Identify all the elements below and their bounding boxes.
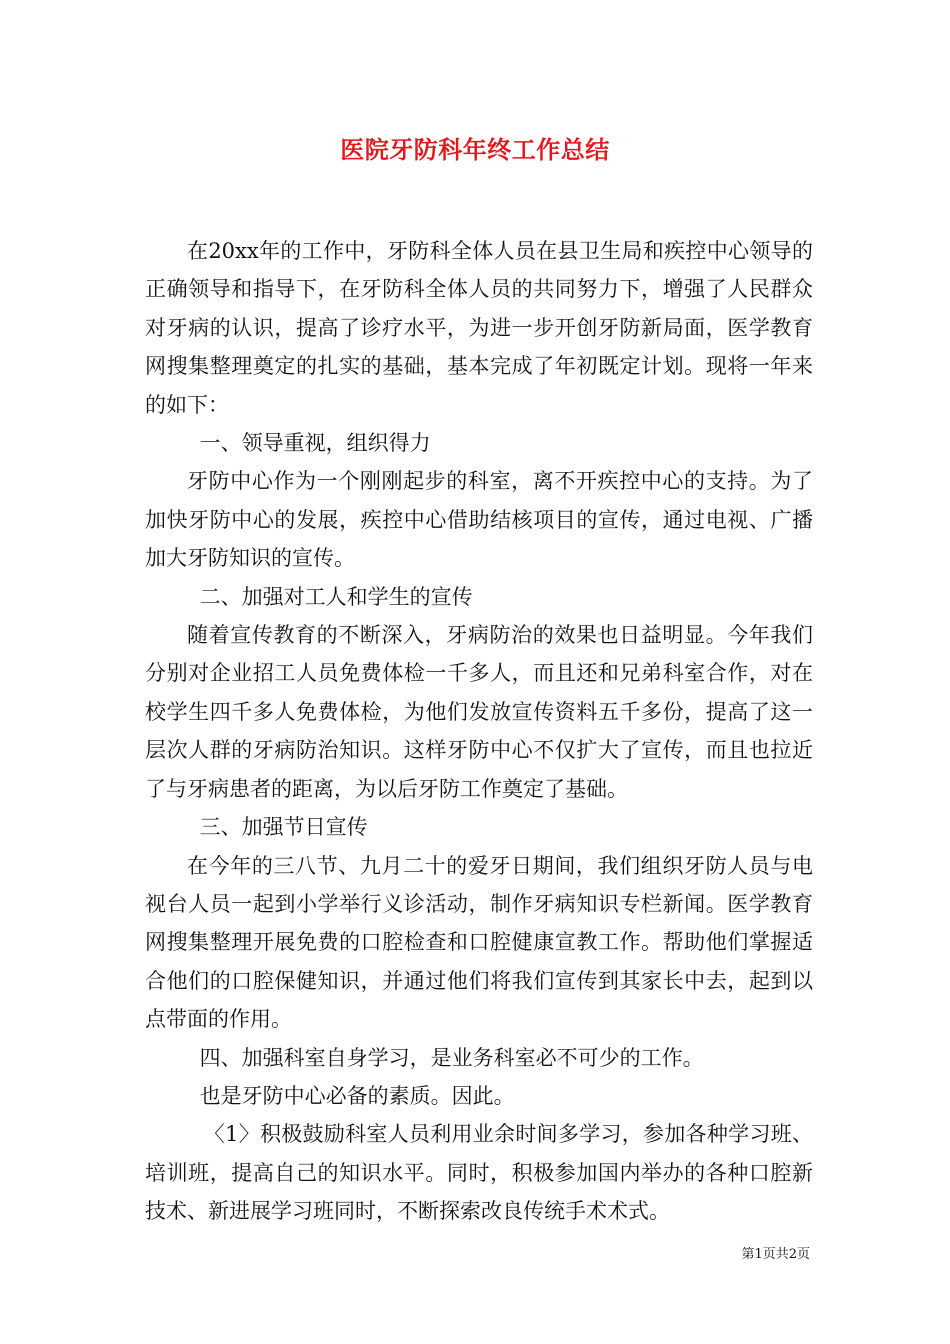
page-number: 第1页共2页 (741, 1247, 810, 1262)
paragraph-intro: 在20xx年的工作中，牙防科全体人员在县卫生局和疾控中心领导的正确领导和指导下，在牙防科全体人员的共同努力下，增强了人民群众对牙病的认识，提高了诊疗水平，为进一步开创牙防新局面，医学教育网搜集整理奠定的扎实的基础，基本完成了年初既定计划。现将一年来的如下： (145, 239, 813, 417)
document-title: 医院牙防科年终工作总结 (340, 135, 610, 164)
section-heading-1: 一、领导重视，组织得力 (199, 431, 431, 456)
list-item-1: 〈1〉积极鼓励科室人员利用业余时间多学习，参加各种学习班、培训班，提高自己的知识水平。同时，积极参加国内举办的各种口腔新技术、新进展学习班同时，不断探索改良传统手术术式。 (145, 1122, 813, 1224)
document-body (145, 232, 813, 1231)
paragraph-section-3: 在今年的三八节、九月二十的爱牙日期间，我们组织牙防人员与电视台人员一起到小学举行义诊活动，制作牙病知识专栏新闻。医学教育网搜集整理开展免费的口腔检查和口腔健康宣教工作。帮助他们掌握适合他们的口腔保健知识，并通过他们将我们宣传到其家长中去，起到以点带面的作用。 (145, 853, 813, 1032)
paragraph-section-2: 随着宣传教育的不断深入，牙病防治的效果也日益明显。今年我们分别对企业招工人员免费体检一千多人，而且还和兄弟科室合作，对在校学生四千多人免费体检，为他们发放宣传资料五千多份，提高了这一层次人群的牙病防治知识。这样牙防中心不仅扩大了宣传，而且也拉近了与牙病患者的距离，为以后牙防工作奠定了基础。 (145, 623, 813, 801)
section-heading-4: 四、加强科室自身学习，是业务科室必不可少的工作。 (199, 1045, 704, 1070)
section-heading-3: 三、加强节日宣传 (199, 815, 368, 840)
paragraph-section-1: 牙防中心作为一个刚刚起步的科室，离不开疾控中心的支持。为了加快牙防中心的发展，疾控中心借助结核项目的宣传，通过电视、广播加大牙防知识的宣传。 (145, 469, 813, 571)
paragraph-section-4-note: 也是牙防中心必备的素质。因此。 (199, 1083, 515, 1108)
section-heading-2: 二、加强对工人和学生的宣传 (199, 584, 473, 609)
